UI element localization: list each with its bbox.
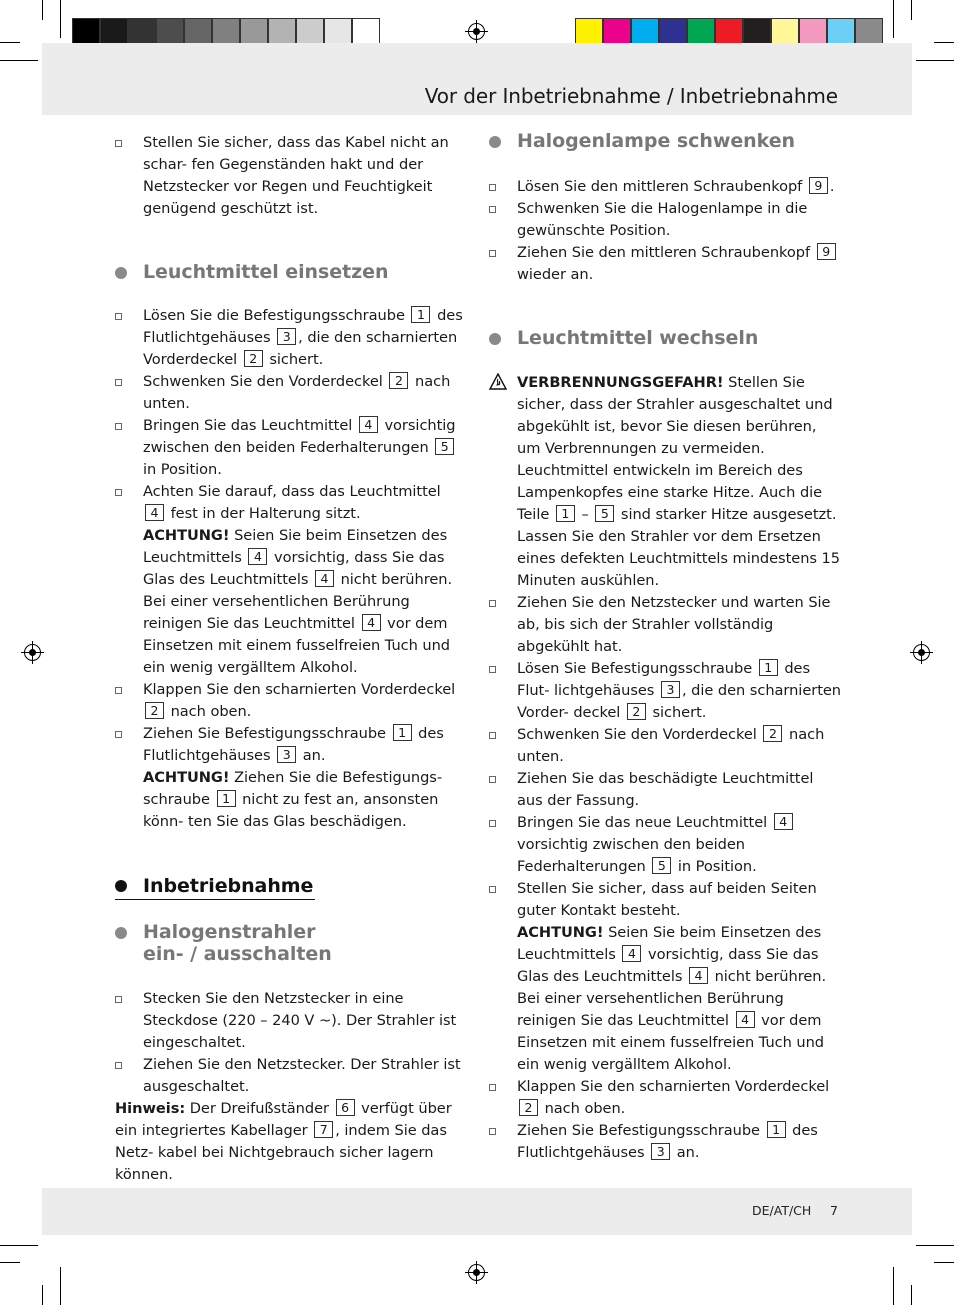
checkbox-bullet-icon xyxy=(489,820,496,827)
part-number-badge: 1 xyxy=(767,1121,786,1138)
part-number-badge: 4 xyxy=(736,1011,755,1028)
process-color-swatch xyxy=(603,18,631,46)
part-number-badge: 9 xyxy=(809,177,828,194)
list-item: Stellen Sie sicher, dass auf beiden Seiten guter Kontakt besteht. ACHTUNG! Seien Sie beim Einsetzen des Leuchtmittels 4 vorsichtig, dass Sie das Glas des Leuchtmittels 4 nicht berühren. Bei einer versehentlichen Berührung reinigen Sie das Leuchtmittel 4 vor dem Einsetzen mit einem fusselfreien Tuch und ein wenig vergälltem Alkohol. xyxy=(489,878,841,1076)
list-item: Ziehen Sie den Netzstecker. Der Strahler ist ausgeschaltet. xyxy=(115,1054,467,1098)
checkbox-bullet-icon xyxy=(489,600,496,607)
part-number-badge: 2 xyxy=(389,372,408,389)
grayscale-swatch xyxy=(100,18,128,46)
crop-mark xyxy=(60,1267,61,1305)
part-number-badge: 2 xyxy=(763,725,782,742)
crop-mark xyxy=(42,1285,43,1305)
checkbox-bullet-icon xyxy=(489,184,496,191)
bullet-dot-icon xyxy=(489,333,501,345)
checkbox-bullet-icon xyxy=(489,776,496,783)
list-item: Achten Sie darauf, dass das Leuchtmittel 4 fest in der Halterung sitzt. ACHTUNG! Seien Sie beim Einsetzen des Leuchtmittels 4 vorsichtig, dass Sie das Glas des Leuchtmittels 4 nicht berühren. Bei einer versehentlichen Berührung reinigen Sie das Leuchtmittel 4 vor dem Einsetzen mit einem fusselfreien Tuch und ein wenig vergälltem Alkohol. xyxy=(115,481,467,679)
checkbox-bullet-icon xyxy=(489,886,496,893)
list-item: Klappen Sie den scharnierten Vorderdeckel 2 nach oben. xyxy=(489,1076,841,1120)
part-number-badge: 7 xyxy=(314,1121,333,1138)
bullet-dot-icon xyxy=(115,267,127,279)
part-number-badge: 5 xyxy=(652,857,671,874)
list-item: Bringen Sie das Leuchtmittel 4 vorsichtig zwischen den beiden Federhalterungen 5 in Position. xyxy=(115,415,467,481)
checkbox-bullet-icon xyxy=(115,1062,122,1069)
checkbox-bullet-icon xyxy=(115,379,122,386)
registration-mark-icon xyxy=(24,644,41,661)
part-number-badge: 1 xyxy=(217,790,236,807)
checkbox-bullet-icon xyxy=(115,996,122,1003)
checkbox-bullet-icon xyxy=(115,140,122,147)
crop-mark xyxy=(916,1245,954,1246)
hint-label: Hinweis: xyxy=(115,1100,186,1117)
checkbox-bullet-icon xyxy=(115,423,122,430)
part-number-badge: 1 xyxy=(556,505,575,522)
process-color-swatch xyxy=(771,18,799,46)
grayscale-swatch xyxy=(268,18,296,46)
list-item: Schwenken Sie den Vorderdeckel 2 nach unten. xyxy=(489,724,841,768)
crop-mark xyxy=(60,0,61,38)
heading-underline xyxy=(115,899,315,900)
checkbox-bullet-icon xyxy=(489,1128,496,1135)
process-color-swatch xyxy=(715,18,743,46)
part-number-badge: 1 xyxy=(393,724,412,741)
checkbox-bullet-icon xyxy=(115,731,122,738)
swivel-steps xyxy=(489,176,841,286)
warning-label: VERBRENNUNGSGEFAHR! xyxy=(517,374,724,391)
section-heading: Leuchtmittel einsetzen xyxy=(115,261,467,283)
section-heading: Leuchtmittel wechseln xyxy=(489,327,841,349)
crop-mark xyxy=(893,1267,894,1305)
part-number-badge: 5 xyxy=(435,438,454,455)
list-item: Schwenken Sie die Halogenlampe in die gewünschte Position. xyxy=(489,198,841,242)
part-number-badge: 9 xyxy=(817,243,836,260)
list-item: Ziehen Sie den Netzstecker und warten Sie ab, bis sich der Strahler vollständig abgekühlt hat. xyxy=(489,592,841,658)
bullet-dot-icon xyxy=(115,927,127,939)
process-color-bar xyxy=(575,18,883,46)
list-item: Ziehen Sie den mittleren Schraubenkopf 9 wieder an. xyxy=(489,242,841,286)
warning-triangle-icon xyxy=(489,373,507,390)
grayscale-swatch xyxy=(72,18,100,46)
list-item: Bringen Sie das neue Leuchtmittel 4 vorsichtig zwischen den beiden Federhalterungen 5 in Position. xyxy=(489,812,841,878)
burn-warning: VERBRENNUNGSGEFAHR! Stellen Sie sicher, dass der Strahler ausgeschaltet und abgekühlt ist, bevor Sie diesen berühren, um Verbrennungen zu vermeiden. Leuchtmittel entwickeln im Bereich des Lampenkopfes eine starke Hitze. Auch die Teile 1 – 5 sind starker Hitze ausgesetzt. Lassen Sie den Strahler vor dem Ersetzen eines defekten Leuchtmittels mindestens 15 Minuten auskühlen. xyxy=(489,372,841,592)
registration-mark-icon xyxy=(468,23,485,40)
crop-mark xyxy=(893,0,894,38)
warning-label: ACHTUNG! xyxy=(517,924,604,941)
intro-list xyxy=(115,132,467,220)
checkbox-bullet-icon xyxy=(115,313,122,320)
process-color-swatch xyxy=(827,18,855,46)
process-color-swatch xyxy=(799,18,827,46)
checkbox-bullet-icon xyxy=(489,1084,496,1091)
list-item: Stecken Sie den Netzstecker in eine Steckdose (220 – 240 V ∼). Der Strahler ist eingeschaltet. xyxy=(115,988,467,1054)
crop-mark xyxy=(916,60,954,61)
part-number-badge: 5 xyxy=(595,505,614,522)
crop-mark xyxy=(911,0,912,20)
crop-mark xyxy=(911,1285,912,1305)
list-item: Lösen Sie den mittleren Schraubenkopf 9 . xyxy=(489,176,841,198)
list-item: Lösen Sie die Befestigungsschraube 1 des Flutlichtgehäuses 3 , die den scharnierten Vorderdeckel 2 sichert. xyxy=(115,305,467,371)
bullet-dot-icon xyxy=(489,136,501,148)
page-number: 7 xyxy=(830,1203,838,1218)
process-color-swatch xyxy=(659,18,687,46)
registration-mark-icon xyxy=(468,1264,485,1281)
process-color-swatch xyxy=(687,18,715,46)
insert-bulb-steps xyxy=(115,305,467,833)
crop-mark xyxy=(0,42,20,43)
footer-locale: DE/AT/CH xyxy=(752,1203,812,1218)
part-number-badge: 4 xyxy=(359,416,378,433)
registration-mark-icon xyxy=(913,644,930,661)
crop-mark xyxy=(934,1262,954,1263)
part-number-badge: 1 xyxy=(759,659,778,676)
process-color-swatch xyxy=(631,18,659,46)
part-number-badge: 3 xyxy=(277,328,296,345)
process-color-swatch xyxy=(743,18,771,46)
part-number-badge: 2 xyxy=(145,702,164,719)
section-heading: Halogenstrahler ein- / ausschalten xyxy=(115,921,467,965)
chapter-heading: Inbetriebnahme xyxy=(115,875,313,897)
part-number-badge: 3 xyxy=(277,746,296,763)
crop-mark xyxy=(934,42,954,43)
part-number-badge: 4 xyxy=(774,813,793,830)
grayscale-color-bar xyxy=(72,18,380,46)
list-item: Schwenken Sie den Vorderdeckel 2 nach unten. xyxy=(115,371,467,415)
part-number-badge: 4 xyxy=(622,945,641,962)
grayscale-swatch xyxy=(156,18,184,46)
part-number-badge: 2 xyxy=(519,1099,538,1116)
page-title: Vor der Inbetriebnahme / Inbetriebnahme xyxy=(424,84,838,108)
part-number-badge: 6 xyxy=(336,1099,355,1116)
left-column xyxy=(115,130,467,1186)
list-item: Stellen Sie sicher, dass das Kabel nicht an schar- fen Gegenständen hakt und der Netzstecker vor Regen und Feuchtigkeit genügend geschützt ist. xyxy=(115,132,467,220)
bullet-dot-icon xyxy=(115,880,127,892)
grayscale-swatch xyxy=(184,18,212,46)
warning-label: ACHTUNG! xyxy=(143,527,230,544)
grayscale-swatch xyxy=(352,18,380,46)
checkbox-bullet-icon xyxy=(489,206,496,213)
part-number-badge: 3 xyxy=(651,1143,670,1160)
list-item: Lösen Sie Befestigungsschraube 1 des Flut- lichtgehäuses 3 , die den scharnierten Vorder- deckel 2 sichert. xyxy=(489,658,841,724)
part-number-badge: 4 xyxy=(248,548,267,565)
part-number-badge: 3 xyxy=(661,681,680,698)
grayscale-swatch xyxy=(296,18,324,46)
list-item: Ziehen Sie Befestigungsschraube 1 des Flutlichtgehäuses 3 an. xyxy=(489,1120,841,1164)
part-number-badge: 2 xyxy=(627,703,646,720)
part-number-badge: 1 xyxy=(411,306,430,323)
hint-paragraph: Hinweis: Der Dreifußständer 6 verfügt über ein integriertes Kabellager 7 , indem Sie das Netz- kabel bei Nichtgebrauch sicher lagern können. xyxy=(115,1100,452,1183)
grayscale-swatch xyxy=(324,18,352,46)
part-number-badge: 4 xyxy=(315,570,334,587)
crop-mark xyxy=(0,60,38,61)
crop-mark xyxy=(0,1245,38,1246)
list-item: Klappen Sie den scharnierten Vorderdeckel 2 nach oben. xyxy=(115,679,467,723)
part-number-badge: 4 xyxy=(362,614,381,631)
grayscale-swatch xyxy=(240,18,268,46)
checkbox-bullet-icon xyxy=(489,732,496,739)
list-item: Ziehen Sie das beschädigte Leuchtmittel aus der Fassung. xyxy=(489,768,841,812)
replace-bulb-steps xyxy=(489,592,841,1164)
switch-steps xyxy=(115,988,467,1098)
grayscale-swatch xyxy=(128,18,156,46)
crop-mark xyxy=(42,0,43,20)
part-number-badge: 4 xyxy=(689,967,708,984)
checkbox-bullet-icon xyxy=(489,250,496,257)
part-number-badge: 2 xyxy=(244,350,263,367)
part-number-badge: 4 xyxy=(145,504,164,521)
warning-label: ACHTUNG! xyxy=(143,769,230,786)
checkbox-bullet-icon xyxy=(115,489,122,496)
checkbox-bullet-icon xyxy=(115,687,122,694)
right-column xyxy=(489,130,841,1164)
process-color-swatch xyxy=(575,18,603,46)
crop-mark xyxy=(0,1262,20,1263)
process-color-swatch xyxy=(855,18,883,46)
checkbox-bullet-icon xyxy=(489,666,496,673)
list-item: Ziehen Sie Befestigungsschraube 1 des Flutlichtgehäuses 3 an. ACHTUNG! Ziehen Sie die Befestigungs- schraube 1 nicht zu fest an, ansonsten könn- ten Sie das Glas beschädigen. xyxy=(115,723,467,833)
grayscale-swatch xyxy=(212,18,240,46)
section-heading: Halogenlampe schwenken xyxy=(489,130,841,152)
